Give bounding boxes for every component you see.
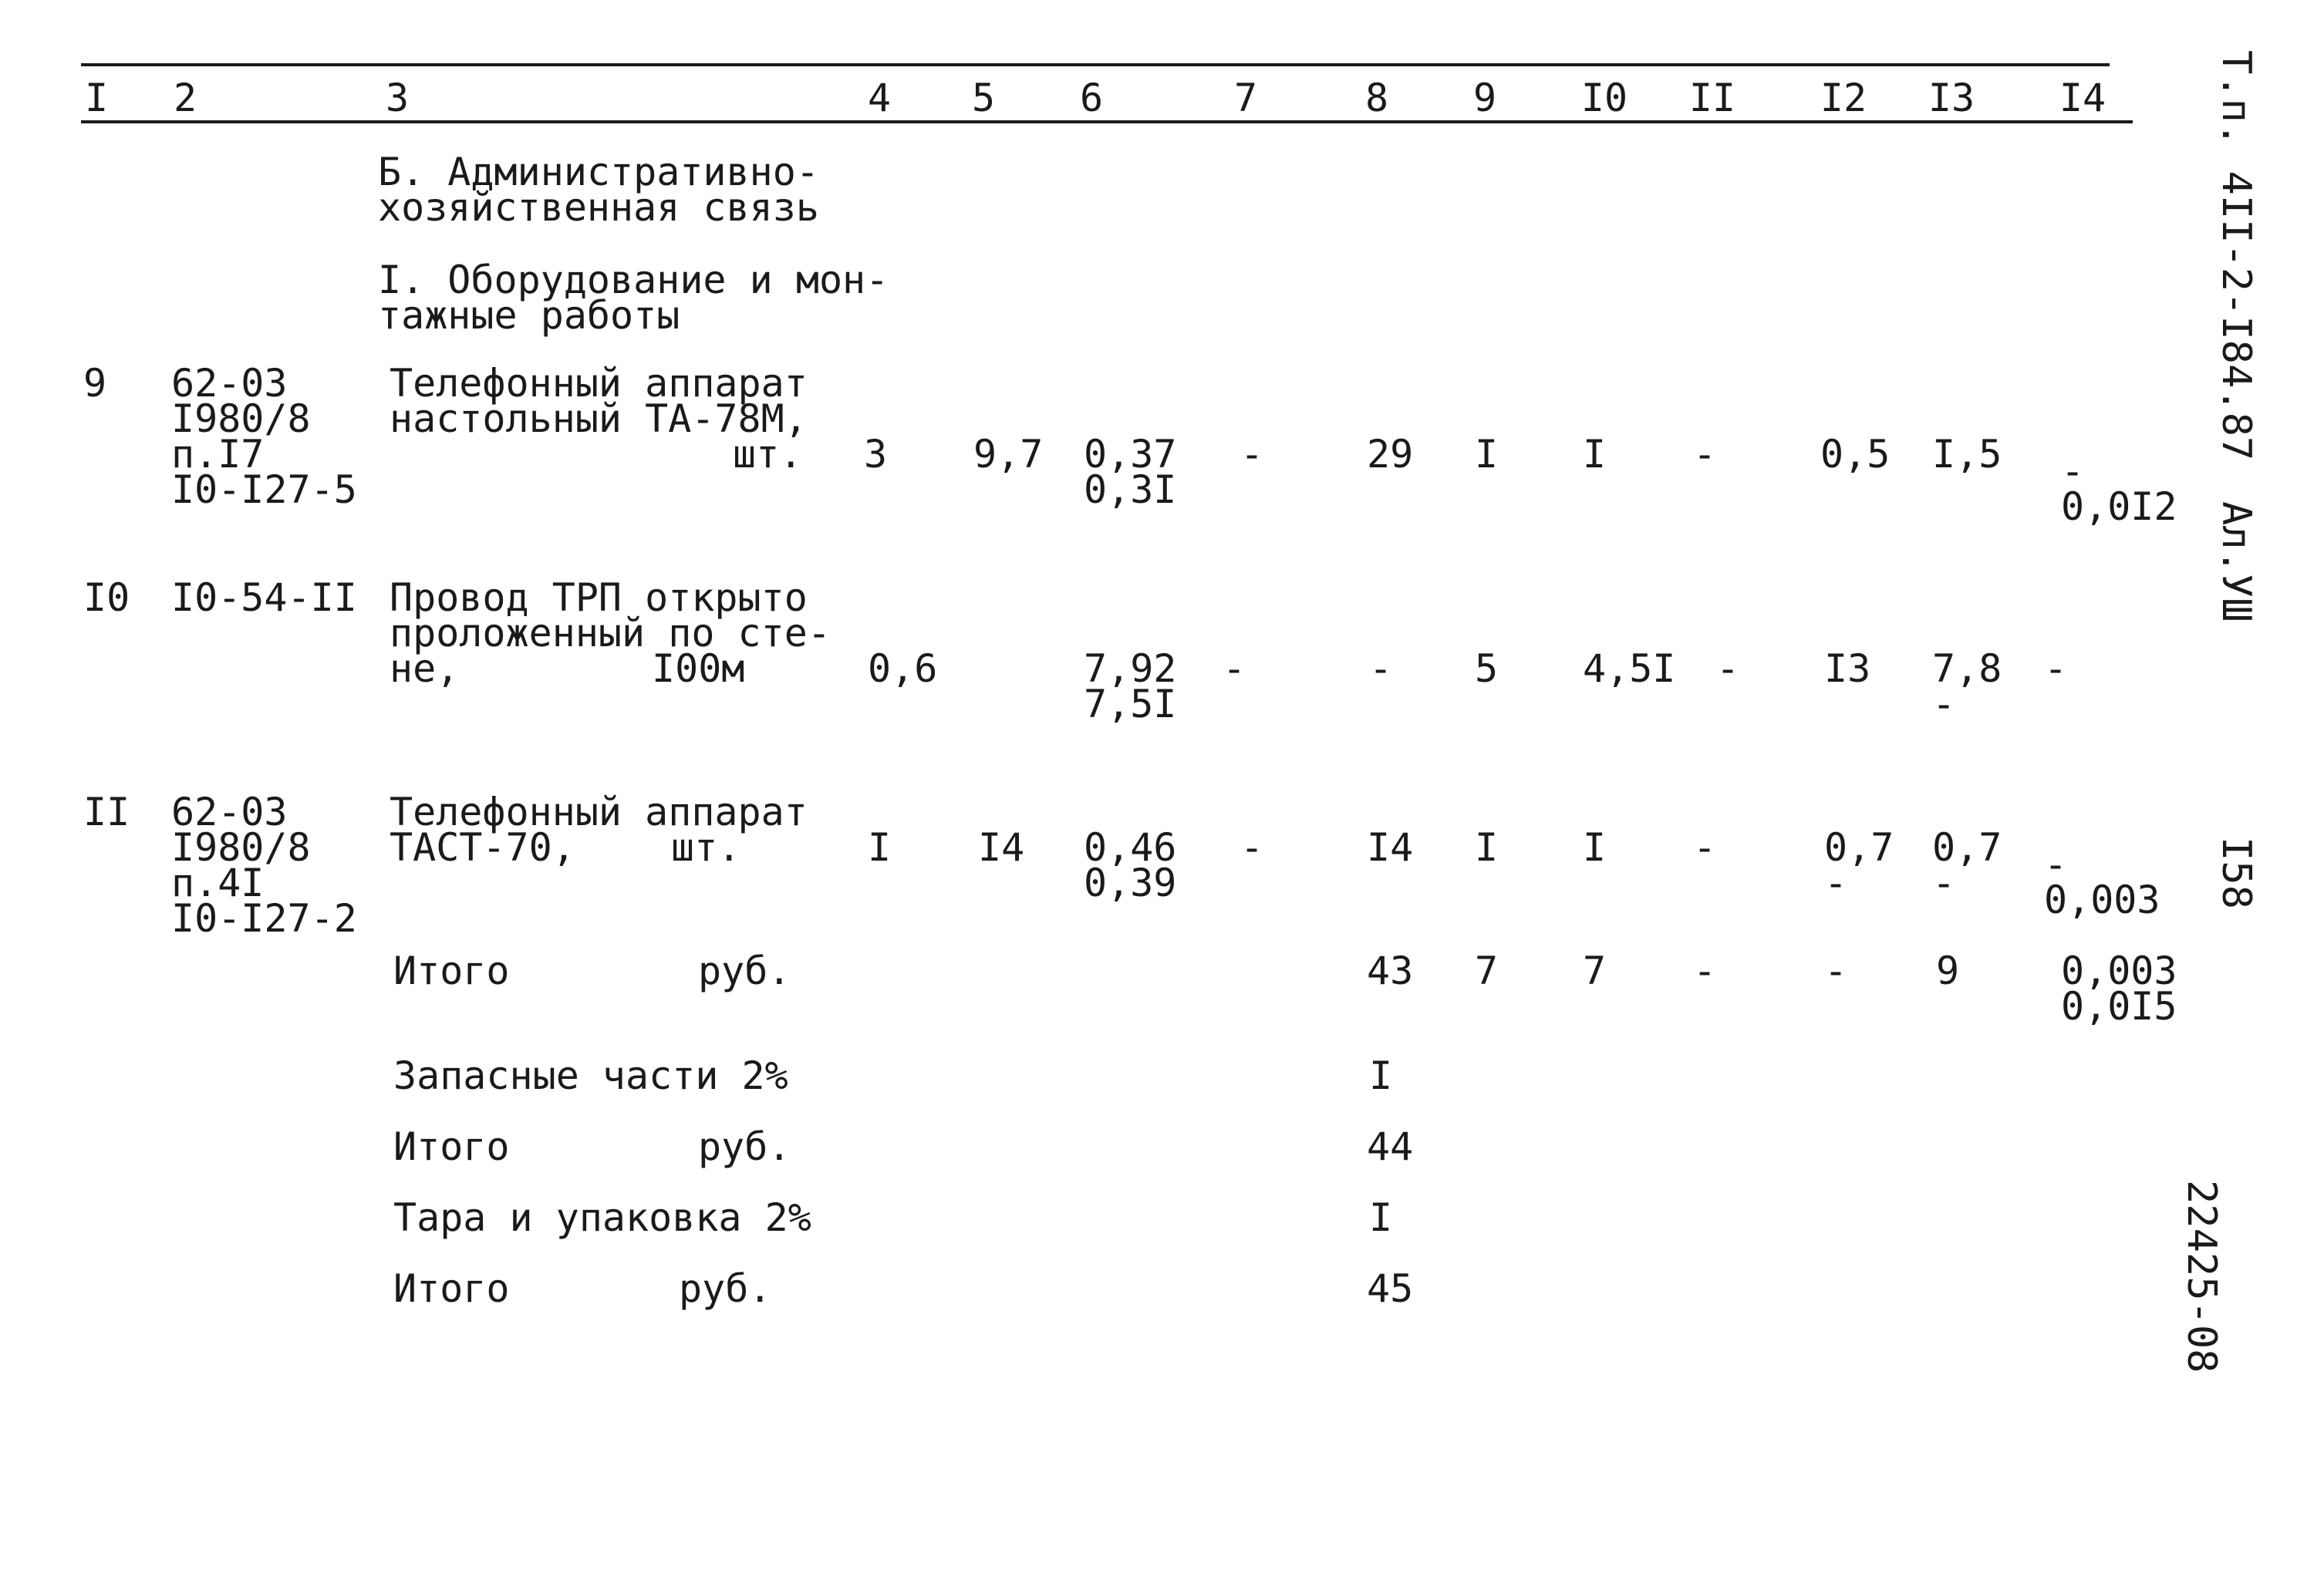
row-code: I0-54-II xyxy=(171,575,357,620)
cell-col-14: - 0,0I2 xyxy=(2061,449,2177,529)
col-header-8: 8 xyxy=(1364,76,1389,120)
cell-col-14: - 0,003 xyxy=(2044,842,2160,922)
col-header-12: I2 xyxy=(1820,76,1867,120)
cell-col-12: 0,5 xyxy=(1820,432,1891,477)
grand-total-col-8: 45 xyxy=(1367,1266,1414,1311)
subtotal-col-8: 44 xyxy=(1367,1124,1414,1169)
grand-total-label: Итого xyxy=(393,1266,510,1311)
col-header-13: I3 xyxy=(1928,76,1975,120)
row-number: II xyxy=(83,790,130,834)
cell-col-11: - xyxy=(1693,432,1717,477)
cell-col-10: 4,5I xyxy=(1583,646,1676,691)
col-header-6: 6 xyxy=(1079,76,1104,120)
row-number: I0 xyxy=(83,575,130,620)
row-code: 62-03 I980/8 п.I7 I0-I27-5 xyxy=(171,361,357,512)
total-label: Итого xyxy=(393,949,510,993)
doc-code: Т.п. 4II-2-I84.87 xyxy=(2213,50,2259,461)
cell-col-9: 5 xyxy=(1475,646,1499,691)
row-description: Телефонный аппарат ТАСТ-70, xyxy=(390,790,808,870)
row-number: 9 xyxy=(83,361,107,406)
cell-col-6: 0,37 0,3I xyxy=(1084,432,1177,512)
row-unit: шт. xyxy=(671,825,741,870)
cell-col-11: - xyxy=(1693,825,1717,870)
cell-col-9: I xyxy=(1475,432,1499,477)
cell-col-8: - xyxy=(1369,646,1393,691)
cell-col-13: 0,7 - xyxy=(1932,825,2002,905)
cell-col-4: I xyxy=(868,825,892,870)
col-header-4: 4 xyxy=(867,76,892,120)
col-header-2: 2 xyxy=(173,76,197,120)
total-col-12: - xyxy=(1824,949,1848,993)
cell-col-14: - xyxy=(2044,646,2068,691)
cell-col-12: 0,7 - xyxy=(1824,825,1894,905)
cell-col-6: 7,92 7,5I xyxy=(1084,646,1177,726)
col-header-9: 9 xyxy=(1472,76,1497,120)
total-col-13: 9 xyxy=(1936,949,1960,993)
cell-col-7: - xyxy=(1240,825,1264,870)
row-description: Телефонный аппарат настольный ТА-78М, xyxy=(390,361,808,441)
total-col-8: 43 xyxy=(1367,949,1414,993)
cell-col-12: I3 xyxy=(1824,646,1871,691)
total-col-10: 7 xyxy=(1583,949,1607,993)
col-header-11: II xyxy=(1688,76,1736,120)
section-subtitle: I. Оборудование и мон- тажные работы xyxy=(378,258,889,338)
grand-total-unit: руб. xyxy=(679,1266,772,1311)
cell-col-5: 9,7 xyxy=(973,432,1044,477)
cell-col-6: 0,46 0,39 xyxy=(1084,825,1177,905)
col-header-10: I0 xyxy=(1580,76,1628,120)
col-header-5: 5 xyxy=(971,76,996,120)
spare-parts-col-8: I xyxy=(1369,1053,1393,1098)
cell-col-5: I4 xyxy=(978,825,1025,870)
cell-col-13: I,5 xyxy=(1932,432,2002,477)
header-bottom-rule xyxy=(81,120,2133,123)
col-header-14: I4 xyxy=(2059,76,2106,120)
cell-col-11: - xyxy=(1716,646,1740,691)
total-unit: руб. xyxy=(698,949,791,993)
cell-col-10: I xyxy=(1583,825,1607,870)
col-header-3: 3 xyxy=(385,76,410,120)
cell-col-10: I xyxy=(1583,432,1607,477)
subtotal-unit: руб. xyxy=(698,1124,791,1169)
col-header-1: I xyxy=(84,76,109,120)
cell-col-8: 29 xyxy=(1367,432,1414,477)
cell-col-4: 3 xyxy=(864,432,888,477)
total-col-11: - xyxy=(1693,949,1717,993)
album-label: Ал.УШ xyxy=(2213,501,2259,622)
section-title: Б. Административно- хозяйственная связь xyxy=(378,150,819,230)
header-top-rule xyxy=(81,63,2110,66)
total-col-9: 7 xyxy=(1475,949,1499,993)
cell-col-7: - xyxy=(1240,432,1264,477)
inventory-number: 22425-08 xyxy=(2178,1180,2224,1373)
page-number: I58 xyxy=(2213,837,2259,909)
row-unit: I00м xyxy=(652,646,745,691)
packaging-label: Тара и упаковка 2% xyxy=(393,1195,811,1240)
spare-parts-label: Запасные части 2% xyxy=(393,1053,788,1098)
total-col-14: 0,003 0,0I5 xyxy=(2061,949,2177,1029)
packaging-col-8: I xyxy=(1369,1195,1393,1240)
subtotal-label: Итого xyxy=(393,1124,510,1169)
col-header-7: 7 xyxy=(1233,76,1258,120)
cell-col-8: I4 xyxy=(1367,825,1414,870)
row-code: 62-03 I980/8 п.4I I0-I27-2 xyxy=(171,790,357,941)
cell-col-4: 0,6 xyxy=(868,646,938,691)
row-unit: шт. xyxy=(733,432,803,477)
row-description: Провод ТРП открыто проложенный по сте- не, xyxy=(390,575,831,691)
cell-col-9: I xyxy=(1475,825,1499,870)
cell-col-7: - xyxy=(1223,646,1246,691)
cell-col-13: 7,8 - xyxy=(1932,646,2002,726)
